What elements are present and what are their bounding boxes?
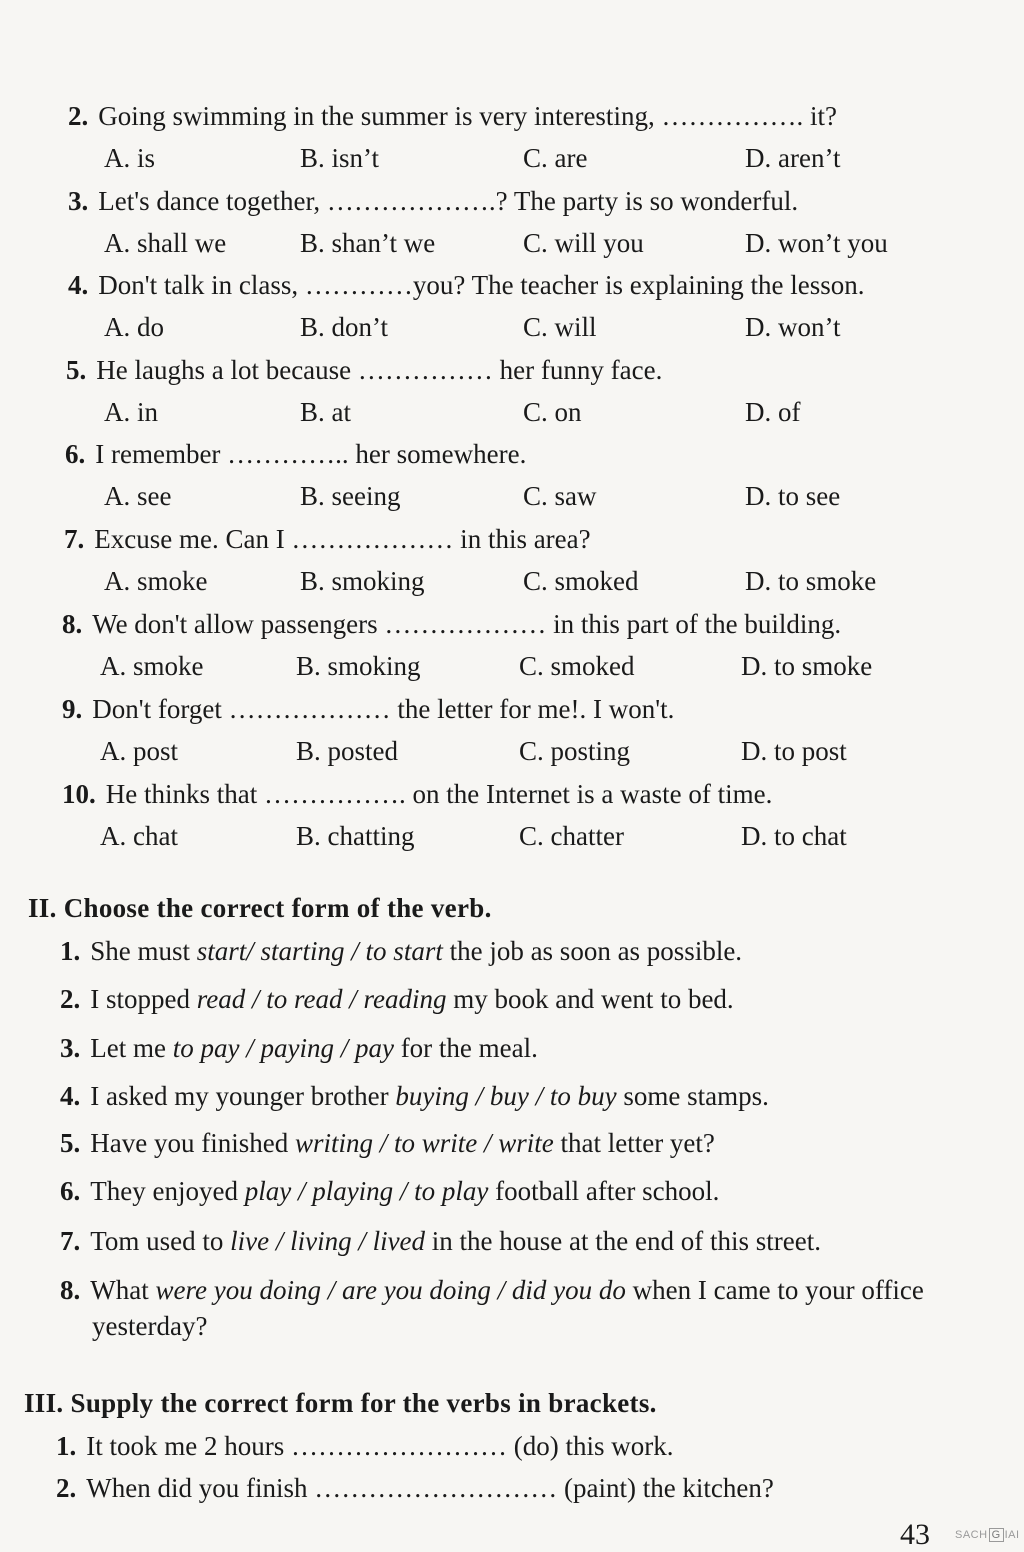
item-text-continued: yesterday? — [92, 1311, 208, 1341]
verb-choices: to pay / paying / pay — [172, 1033, 394, 1063]
question-text: Excuse me. Can I ……………… in this area? — [94, 524, 591, 554]
answer-option: A. is — [104, 143, 156, 173]
item-text: It took me 2 hours …………………… (do) this work. — [86, 1431, 674, 1461]
question-number: 3. — [68, 186, 89, 216]
supply-item-2 — [56, 1472, 774, 1504]
answer-option: A. chat — [100, 821, 178, 851]
answer-option: D. of — [745, 397, 801, 427]
verb-item-3 — [60, 1032, 538, 1064]
answer-option: B. smoking — [300, 566, 425, 596]
question-text: Don't forget ……………… the letter for me!. I won't. — [92, 694, 675, 724]
verb-choices: live / living / lived — [230, 1226, 426, 1256]
item-text: When did you finish ……………………… (paint) the kitchen? — [86, 1473, 774, 1503]
verb-choices: play / playing / to play — [244, 1176, 489, 1206]
verb-item-4 — [60, 1080, 769, 1112]
answer-option: B. isn’t — [300, 143, 380, 173]
answer-option: C. smoked — [523, 566, 639, 596]
answer-option: C. are — [523, 143, 588, 173]
verb-item-7 — [60, 1225, 821, 1257]
question-text: Going swimming in the summer is very interesting, ……………. it? — [98, 101, 837, 131]
answer-option: D. to see — [745, 481, 841, 511]
question-text: He thinks that ……………. on the Internet is a waste of time. — [105, 779, 773, 809]
answer-option: D. to chat — [741, 821, 847, 851]
answer-option: A. smoke — [104, 566, 208, 596]
item-number: 2. — [60, 984, 81, 1014]
question-number: 10. — [62, 779, 96, 809]
answer-option: B. at — [300, 397, 351, 427]
item-number: 1. — [60, 936, 81, 966]
answer-option: D. to smoke — [741, 651, 873, 681]
page-number: 43 — [900, 1518, 930, 1551]
answer-option: D. aren’t — [745, 143, 841, 173]
answer-option: A. smoke — [100, 651, 204, 681]
answer-option: D. to smoke — [745, 566, 877, 596]
verb-choices: were you doing / are you doing / did you do — [155, 1275, 626, 1305]
answer-option: A. see — [104, 481, 172, 511]
section-3-title: III. Supply the correct form for the verbs in brackets. — [24, 1388, 657, 1418]
answer-option: B. chatting — [296, 821, 415, 851]
answer-option: C. will you — [523, 228, 644, 258]
answer-option: B. don’t — [300, 312, 389, 342]
verb-choices: buying / buy / to buy — [395, 1081, 617, 1111]
answer-option: B. posted — [296, 736, 399, 766]
question-number: 5. — [66, 355, 87, 385]
answer-option: C. on — [523, 397, 582, 427]
item-text-before: Let me — [90, 1033, 173, 1063]
question-8 — [62, 608, 841, 640]
answer-option: A. in — [104, 397, 158, 427]
verb-item-6 — [60, 1175, 719, 1207]
item-text-after: for the meal. — [393, 1033, 538, 1063]
item-number: 1. — [56, 1431, 77, 1461]
item-text-after: that letter yet? — [553, 1128, 715, 1158]
supply-item-1 — [56, 1430, 673, 1462]
item-number: 6. — [60, 1176, 81, 1206]
item-text-after: when I came to your office — [625, 1275, 924, 1305]
item-text-before: I stopped — [90, 984, 197, 1014]
question-number: 9. — [62, 694, 83, 724]
item-text-before: What — [90, 1275, 156, 1305]
question-6 — [65, 438, 526, 470]
question-2 — [68, 100, 837, 132]
answer-option: D. won’t — [745, 312, 841, 342]
item-text-after: in the house at the end of this street. — [425, 1226, 821, 1256]
answer-option: C. will — [523, 312, 597, 342]
answer-option: D. won’t you — [745, 228, 888, 258]
question-10 — [62, 778, 772, 810]
verb-choices: read / to read / reading — [196, 984, 447, 1014]
question-number: 8. — [62, 609, 83, 639]
watermark-logo: SACH G IAI — [955, 1529, 1020, 1541]
question-4 — [68, 269, 864, 301]
item-text-before: She must — [90, 936, 197, 966]
verb-item-2 — [60, 983, 734, 1015]
answer-option: C. saw — [523, 481, 597, 511]
answer-option: A. do — [104, 312, 164, 342]
question-9 — [62, 693, 674, 725]
verb-item-5 — [60, 1127, 715, 1159]
answer-option: A. shall we — [104, 228, 227, 258]
answer-option: B. smoking — [296, 651, 421, 681]
verb-item-1 — [60, 935, 742, 967]
section-2-title: II. Choose the correct form of the verb. — [28, 893, 492, 923]
answer-option: A. post — [100, 736, 179, 766]
answer-option: B. seeing — [300, 481, 401, 511]
verb-choices: start/ starting / to start — [196, 936, 443, 966]
item-number: 4. — [60, 1081, 81, 1111]
question-text: We don't allow passengers ……………… in this part of the building. — [92, 609, 842, 639]
question-7 — [64, 523, 591, 555]
answer-option: C. chatter — [519, 821, 624, 851]
question-text: Let's dance together, ……………….? The party is so wonderful. — [98, 186, 799, 216]
question-text: Don't talk in class, …………you? The teacher is explaining the lesson. — [98, 270, 865, 300]
verb-choices: writing / to write / write — [294, 1128, 554, 1158]
answer-option: D. to post — [741, 736, 847, 766]
question-number: 7. — [64, 524, 85, 554]
item-number: 7. — [60, 1226, 81, 1256]
item-text-before: I asked my younger brother — [90, 1081, 396, 1111]
question-5 — [66, 354, 662, 386]
answer-option: B. shan’t we — [300, 228, 436, 258]
item-number: 5. — [60, 1128, 81, 1158]
item-number: 2. — [56, 1473, 77, 1503]
answer-option: C. posting — [519, 736, 631, 766]
question-text: He laughs a lot because …………… her funny face. — [96, 355, 663, 385]
answer-option: C. smoked — [519, 651, 635, 681]
item-text-before: Have you finished — [90, 1128, 295, 1158]
item-text-after: some stamps. — [616, 1081, 769, 1111]
item-text-before: Tom used to — [90, 1226, 231, 1256]
item-number: 3. — [60, 1033, 81, 1063]
item-text-after: my book and went to bed. — [446, 984, 734, 1014]
item-text-before: They enjoyed — [90, 1176, 245, 1206]
question-text: I remember ………….. her somewhere. — [95, 439, 527, 469]
verb-item-8 — [60, 1274, 924, 1306]
item-text-after: football after school. — [488, 1176, 720, 1206]
question-number: 2. — [68, 101, 89, 131]
question-number: 4. — [68, 270, 89, 300]
question-3 — [68, 185, 798, 217]
item-number: 8. — [60, 1275, 81, 1305]
item-text-after: the job as soon as possible. — [442, 936, 743, 966]
question-number: 6. — [65, 439, 86, 469]
